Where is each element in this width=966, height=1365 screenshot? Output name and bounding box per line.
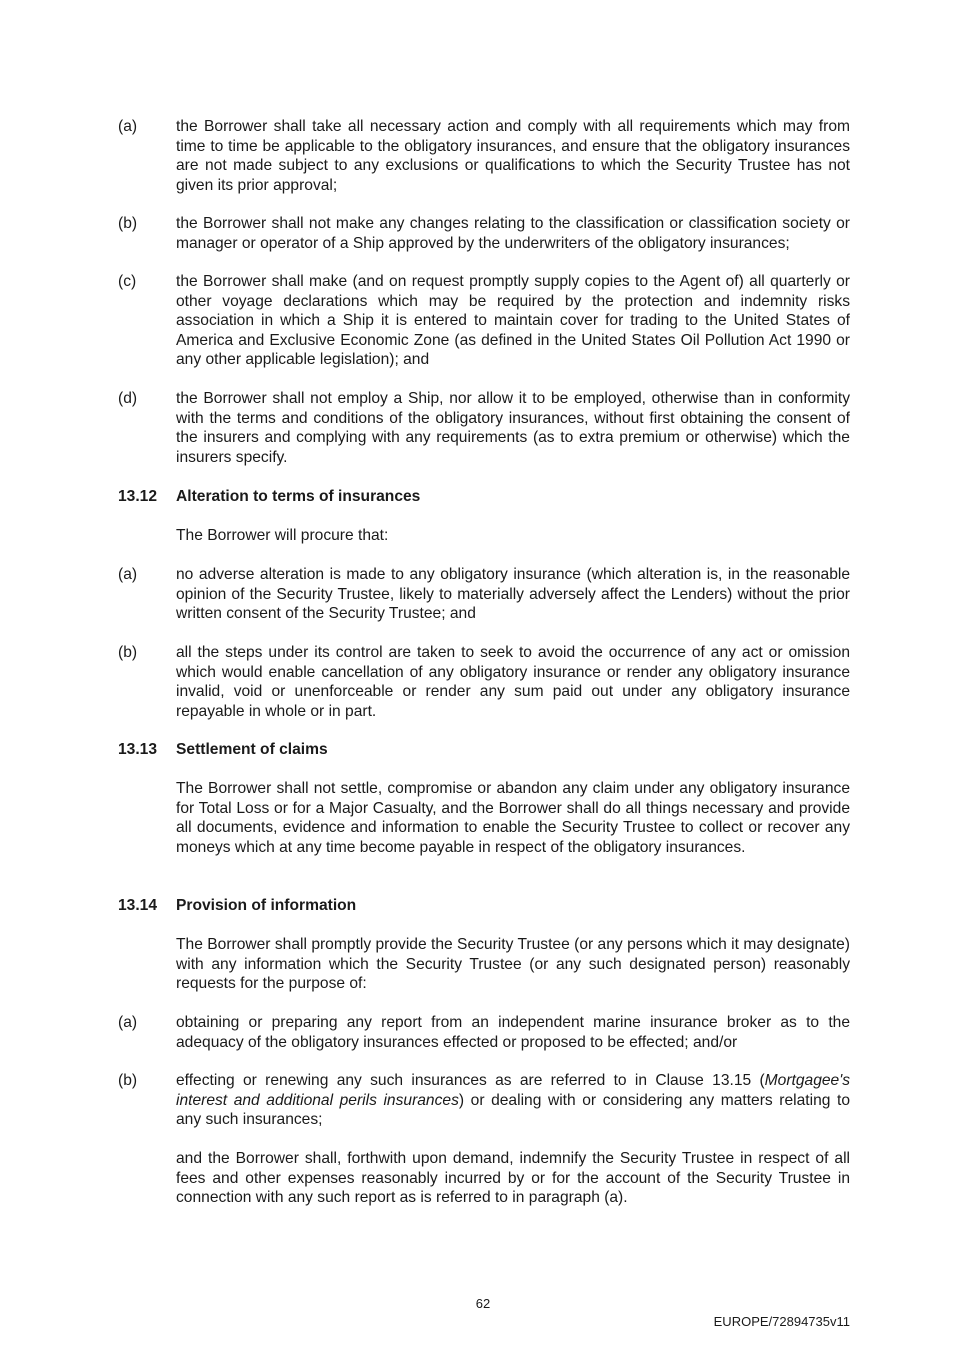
item-text: the Borrower shall not employ a Ship, nor allow it to be employed, otherwise than in conformity with the terms and conditions of the obligatory insurances, without first obtaining the consent of the insurers and complying with any requirements (as to extra premium or otherwise) which the insurers specify. [176, 390, 850, 466]
item-text: the Borrower shall take all necessary action and comply with all requirements which may from time to time be applicable to the obligatory insurances, and ensure that the obligatory insurances are not made subject to any exclusions or qualifications to which the Security Trustee has not given its prior approval; [176, 118, 850, 194]
clause-13-14-item-a [118, 1013, 850, 1052]
clause-number: 13.12 [118, 488, 158, 505]
item-text: the Borrower shall make (and on request promptly supply copies to the Agent of) all quarterly or other voyage declarations which may be required by the protection and indemnity risks association in which a Ship it is entered to maintain cover for trading to the United States of America and Exclusive Economic Zone (as defined in the United States Oil Pollution Act 1990 or any other applicable legislation); and [176, 273, 850, 368]
item-label: (b) [118, 215, 138, 232]
item-text: no adverse alteration is made to any obligatory insurance (which alteration is, in the reasonable opinion of the Security Trustee, likely to materially adversely affect the Lenders) without the prior written consent of the Security Trustee; and [176, 566, 850, 622]
item-text [176, 1071, 850, 1130]
item-text: the Borrower shall not make any changes relating to the classification or classification society or manager or operator of a Ship approved by the underwriters of the obligatory insurances; [176, 215, 850, 252]
item-label: (a) [118, 566, 138, 583]
clause-13-14-closing [118, 1149, 850, 1208]
item-label: (d) [118, 390, 138, 407]
clause-13-14-heading [118, 896, 850, 916]
clause-title: Provision of information [176, 897, 357, 914]
clause-13-11-item-b [118, 214, 850, 253]
clause-13-12-item-b [118, 643, 850, 721]
clause-13-11-item-c [118, 272, 850, 370]
body-text: The Borrower shall not settle, compromise or abandon any claim under any obligatory insurance for Total Loss or for a Major Casualty, and the Borrower shall do all things necessary and provide all documents, evidence and information to enable the Security Trustee to collect or recover any moneys which at any time become payable in respect of the obligatory insurances. [176, 780, 850, 856]
item-text: obtaining or preparing any report from an independent marine insurance broker as to the adequacy of the obligatory insurances effected or proposed to be effected; and/or [176, 1014, 850, 1051]
item-label: (b) [118, 1072, 138, 1089]
clause-13-11-item-d [118, 389, 850, 467]
clause-13-11-item-a [118, 117, 850, 195]
clause-13-14-intro [118, 935, 850, 994]
clause-number: 13.13 [118, 741, 158, 758]
clause-title: Settlement of claims [176, 741, 328, 758]
item-label: (a) [118, 118, 138, 135]
closing-text: and the Borrower shall, forthwith upon demand, indemnify the Security Trustee in respect of all fees and other expenses reasonably incurred by or for the account of the Security Trustee in connection with any such report as is referred to in paragraph (a). [176, 1150, 850, 1206]
clause-title: Alteration to terms of insurances [176, 488, 421, 505]
clause-reference-title: Mortgagee's interest and additional perils insurances [176, 1072, 850, 1109]
clause-13-14-item-b [118, 1071, 850, 1130]
clause-13-12-intro [118, 526, 850, 546]
item-label: (a) [118, 1014, 138, 1031]
clause-number: 13.14 [118, 897, 158, 914]
item-label: (c) [118, 273, 137, 290]
item-text-before: effecting or renewing any such insurances as are referred to in Clause 13.15 ( [176, 1072, 765, 1089]
intro-text: The Borrower will procure that: [176, 527, 389, 544]
item-text-after: ) or dealing with or considering any matters relating to any such insurances; [176, 1091, 851, 1128]
clause-13-13-heading [118, 740, 850, 760]
document-reference: EUROPE/72894735v11 [713, 1314, 850, 1329]
intro-text: The Borrower shall promptly provide the Security Trustee (or any persons which it may designate) with any information which the Security Trustee (or any such designated person) reasonably requests for the purpose of: [176, 936, 850, 992]
item-text: all the steps under its control are taken to seek to avoid the occurrence of any act or omission which would enable cancellation of any obligatory insurance or render any obligatory insurance invalid, void or unenforceable or render any sum paid out under any obligatory insurance repayable in whole or in part. [176, 644, 850, 720]
clause-13-12-item-a [118, 565, 850, 624]
item-label: (b) [118, 644, 138, 661]
clause-13-12-heading [118, 487, 850, 507]
page-number: 62 [475, 1296, 491, 1311]
clause-13-13-body [118, 779, 850, 857]
